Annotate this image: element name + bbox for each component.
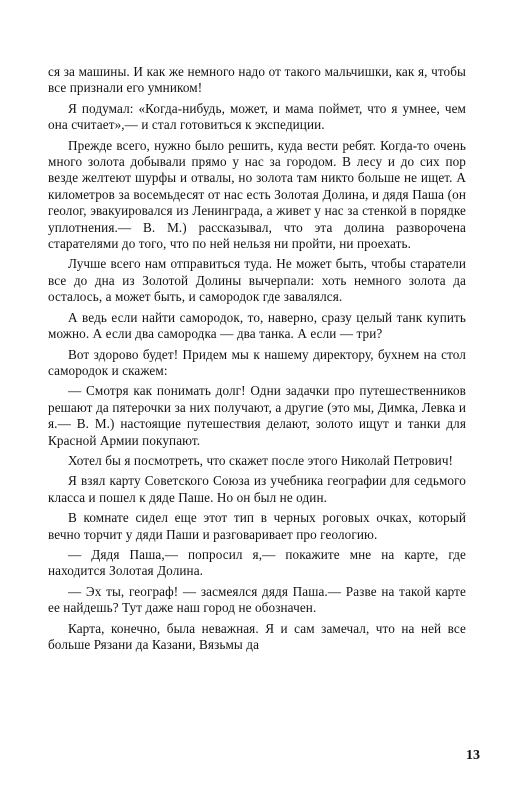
paragraph-12: — Эх ты, географ! — засмеялся дядя Паша.— Разве на такой карте ее найдешь? Тут даже наш город не обозначен. (48, 583, 466, 616)
paragraph-10: В комнате сидел еще этот тип в черных роговых очках, который вечно торчит у дяди Паши и разговаривает про геологию. (48, 510, 466, 542)
paragraph-13: Карта, конечно, была неважная. Я и сам замечал, что на ней все больше Рязани да Казани, Вязьмы да (48, 620, 466, 652)
paragraph-6: Вот здорово будет! Придем мы к нашему директору, бухнем на стол самородок и скажем: (48, 346, 466, 378)
paragraph-7: — Смотря как понимать долг! Одни задачки про путешественников решают да пятерочки за них получают, а другие (это мы, Димка, Левка и я.— В. М.) настоящие путешествия делают, золото ищут и танки для Красной Армии покупают. (48, 383, 466, 448)
paragraph-9: Я взял карту Советского Союза из учебника географии для седьмого класса и пошел к дяде Паше. Но он был не один. (48, 473, 466, 505)
paragraph-2: Я подумал: «Когда-нибудь, может, и мама поймет, что я умнее, чем она считает»,— и стал готовиться к экспедиции. (48, 100, 466, 133)
paragraph-4: Лучше всего нам отправиться туда. Не может быть, чтобы старатели все до дна из Золотой Долины вычерпали: хоть немного золота да осталось, а может быть, и самородок где завалялся. (48, 256, 466, 305)
page-text (48, 64, 466, 724)
paragraph-1: ся за машины. И как же немного надо от такого мальчишки, как я, чтобы все признали его умником! (48, 64, 466, 96)
paragraph-3: Прежде всего, нужно было решить, куда вести ребят. Когда-то очень много золота добывали прямо у нас за городом. В лесу и до сих пор везде желтеют шурфы и отвалы, но золота там никто больше не ищет. А километров за восемьдесят от нас есть Золотая Долина, и дядя Паша (он геолог, эвакуировался из Ленинграда, а живет у нас за стенкой в порядке уплотнения.— В. М.) рассказывал, что эта долина разворочена старателями до того, что по ней нельзя ни пройти, ни проехать. (48, 137, 466, 252)
paragraph-8: Хотел бы я посмотреть, что скажет после этого Николай Петрович! (68, 452, 454, 468)
paragraph-5: А ведь если найти самородок, то, наверно, сразу целый танк купить можно. А если два самородка — два танка. А если — три? (48, 309, 466, 342)
paragraph-11: — Дядя Паша,— попросил я,— покажите мне на карте, где находится Золотая Долина. (48, 546, 466, 579)
page-number: 13 (466, 748, 480, 763)
